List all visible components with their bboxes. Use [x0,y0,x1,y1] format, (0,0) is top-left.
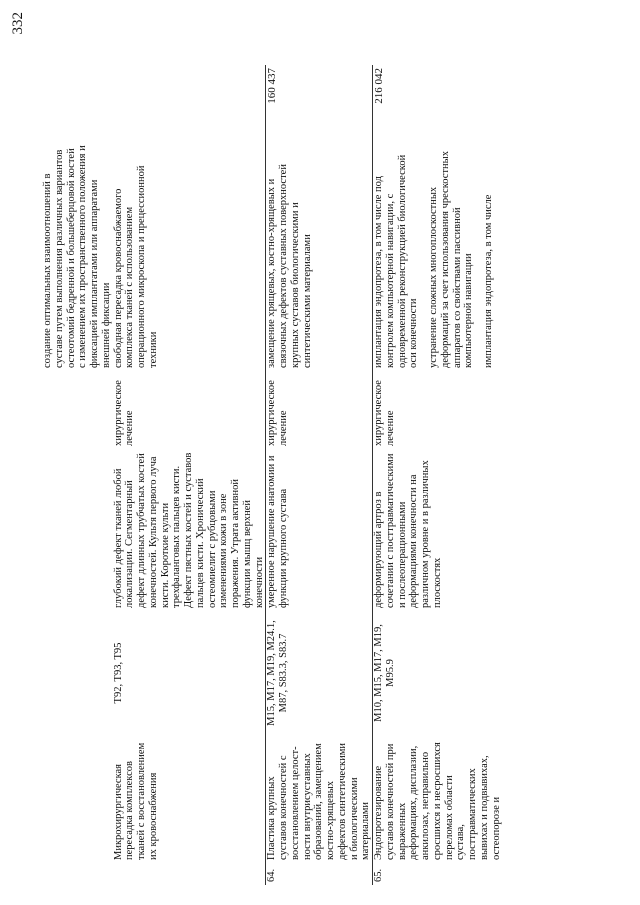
procedures-table [42,65,503,885]
procedure-name [42,735,113,863]
icd-codes: M15, M17, M19, M24.1, M87, S83.3, S83.7 [266,611,373,735]
row-number: 64. [266,863,373,885]
cost [42,65,113,141]
procedure-name: Пластика крупных суставов конечностей с восстановлением целост-ности внутрисуставных образований, замещением костно-хрящевых дефектов синтетическими и биологическими материалами [266,735,373,863]
treatment-method-item: устранение сложных многоплоскостных деформаций за счет использования чрескостных аппаратов со свойствами пассивной компьютерной навигации [428,151,475,368]
procedure-name: Микрохирургическая пересадка комплексов тканей с восстановлением их кровоснабжения [112,742,159,860]
patient-model: деформирующий артроз в сочетании с посттравматическими и послеоперационными деформациями конечности на различном уровне и в различных плоскостях [373,449,503,611]
patient-model [42,449,113,611]
page-number: 332 [10,12,26,35]
table-row [113,65,266,885]
icd-codes: T92, T93, T95 [112,642,124,704]
row-number [113,863,266,885]
cost: 216 042 [373,65,503,141]
cost: 160 437 [266,65,373,141]
procedure-name: Эндопротезирование суставов конечностей при выраженных деформациях, дисплазии, анкилозах, неправильно сросшихся и несросшихся переломах области сустава, посттравматических вывихах и подвывихах, остеопорозе и [373,735,503,863]
treatment-method-item: имплантация эндопротеза, в том числе под контролем компьютерной навигации, с одновременной реконструкцией биологической оси конечности [373,154,420,368]
treatment-type: хирургическое лечение [112,380,136,446]
treatment-type [42,371,113,449]
treatment-type: хирургическое лечение [373,371,503,449]
treatment-method-item: имплантация эндопротеза, в том числе [483,194,494,368]
cost [113,65,266,141]
treatment-method: замещение хрящевых, костно-хрящевых и связочных дефектов суставных поверхностей крупных суставов биологическими и синтетическими материалами [266,141,373,371]
treatment-type: хирургическое лечение [266,371,373,449]
table-row [373,65,503,885]
table-row [42,65,113,885]
patient-model: глубокий дефект тканей любой локализации. Сегментарный дефект длинных трубчатых костей конечностей. Культя первого луча кисти. Короткие культи трехфаланговых пальцев кисти. Дефект пястных костей и суставов пальцев кисти. Хронический остеомиелит с рубцовыми изменениями кожи в зоне поражения. Утрата активной функции мышц верхней конечности [112,452,265,608]
table-row [266,65,373,885]
row-number [42,863,113,885]
row-number: 65. [373,863,503,885]
treatment-method: создание оптимальных взаимоотношений в суставе путем выполнения различных вариантов остеотомий бедренной и большеберцовой костей с изменением их пространственного положения и фиксацией имплантатами или аппаратами внешней фиксации [42,145,112,368]
icd-codes [42,611,113,735]
patient-model: умеренное нарушение анатомии и функции крупного сустава [266,449,373,611]
treatment-method: свободная пересадка кровоснабжаемого комплекса тканей с использованием операционного микроскопа и прецессионной техники [112,165,159,368]
treatment-method [373,141,503,371]
icd-codes: M10, M15, M17, M19, M95.9 [373,611,503,735]
